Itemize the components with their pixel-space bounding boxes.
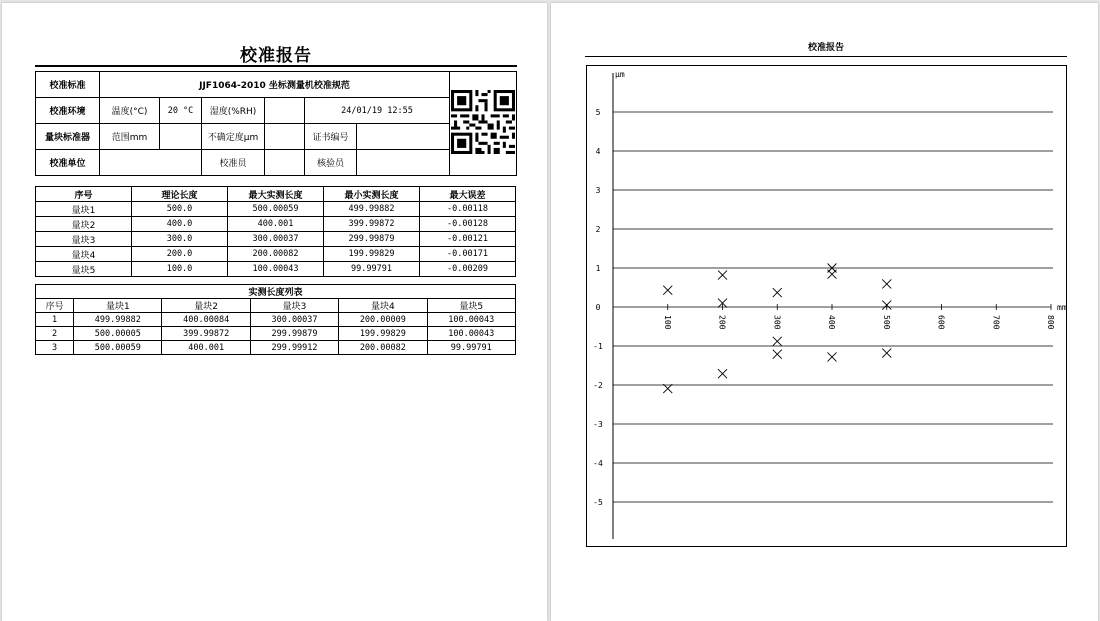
- max-error: -0.00209: [420, 262, 516, 277]
- qr-cell: [450, 72, 517, 176]
- table-row: [36, 313, 516, 327]
- unit-value: [100, 150, 202, 176]
- nominal-length: 100.0: [132, 262, 228, 277]
- measured-header: 序号: [36, 299, 74, 313]
- measured-header-row: [36, 299, 516, 313]
- standard-value: JJF1064-2010 坐标测量机校准规范: [100, 72, 450, 98]
- x-tick-label: 500: [881, 315, 891, 330]
- measured-value: 400.001: [162, 341, 250, 355]
- x-tick-label: 300: [772, 315, 782, 330]
- report-datetime: 24/01/19 12:55: [305, 98, 450, 124]
- measured-value: 499.99882: [74, 313, 162, 327]
- measured-header: 量块5: [427, 299, 515, 313]
- measured-value: 200.00009: [339, 313, 427, 327]
- summary-header-row: [36, 187, 516, 202]
- measured-value: 199.99829: [339, 327, 427, 341]
- qr-code-icon: [451, 90, 515, 154]
- block-name: 量块1: [36, 202, 132, 217]
- summary-table: [35, 186, 516, 277]
- x-tick-label: 200: [717, 315, 727, 330]
- max-error: -0.00128: [420, 217, 516, 232]
- table-row: [36, 202, 516, 217]
- x-tick-label: 700: [991, 315, 1001, 330]
- cert-value: [357, 124, 450, 150]
- nominal-length: 500.0: [132, 202, 228, 217]
- max-error: -0.00118: [420, 202, 516, 217]
- summary-header: 最大误差: [420, 187, 516, 202]
- humidity-value: [265, 98, 305, 124]
- max-length: 300.00037: [228, 232, 324, 247]
- calibrator-label: 校准员: [202, 150, 265, 176]
- measured-value: 200.00082: [339, 341, 427, 355]
- y-tick-label: 5: [595, 108, 601, 117]
- measured-value: 299.99912: [250, 341, 338, 355]
- chart-title: 校准报告: [807, 43, 844, 53]
- chart-title-rule: [585, 56, 1067, 57]
- y-tick-label: -5: [593, 498, 603, 507]
- max-length: 100.00043: [228, 262, 324, 277]
- nominal-length: 300.0: [132, 232, 228, 247]
- table-row: [36, 247, 516, 262]
- summary-header: 最小实测长度: [324, 187, 420, 202]
- measured-value: 500.00005: [74, 327, 162, 341]
- report-page: [2, 3, 547, 621]
- max-length: 500.00059: [228, 202, 324, 217]
- y-tick-label: 2: [595, 225, 601, 234]
- range-value: [160, 124, 202, 150]
- uncert-value: [265, 124, 305, 150]
- y-tick-label: 0: [595, 303, 601, 312]
- checker-value: [357, 150, 450, 176]
- checker-label: 核验员: [305, 150, 357, 176]
- calibrator-value: [265, 150, 305, 176]
- env-label: 校准环境: [36, 98, 100, 124]
- measured-value: 500.00059: [74, 341, 162, 355]
- temp-label: 温度(°C): [100, 98, 160, 124]
- measured-value: 300.00037: [250, 313, 338, 327]
- block-name: 量块5: [36, 262, 132, 277]
- y-tick-label: -2: [593, 381, 603, 390]
- range-label: 范围mm: [100, 124, 160, 150]
- measured-header: 量块4: [339, 299, 427, 313]
- row-index: 1: [36, 313, 74, 327]
- x-tick-label: 800: [1046, 315, 1055, 330]
- measured-caption: 实测长度列表: [36, 285, 516, 299]
- y-tick-label: -1: [593, 342, 603, 351]
- measured-header: 量块3: [250, 299, 338, 313]
- min-length: 99.99791: [324, 262, 420, 277]
- x-tick-label: 100: [662, 315, 672, 330]
- block-name: 量块4: [36, 247, 132, 262]
- table-row: [36, 327, 516, 341]
- table-row: [36, 232, 516, 247]
- error-chart: [586, 65, 1067, 547]
- min-length: 199.99829: [324, 247, 420, 262]
- title-rule: [35, 65, 517, 67]
- y-tick-label: 4: [595, 147, 601, 156]
- measured-value: 399.99872: [162, 327, 250, 341]
- report-title: 校准报告: [240, 46, 312, 66]
- row-index: 3: [36, 341, 74, 355]
- max-error: -0.00121: [420, 232, 516, 247]
- summary-header: 最大实测长度: [228, 187, 324, 202]
- block-name: 量块2: [36, 217, 132, 232]
- summary-header: 理论长度: [132, 187, 228, 202]
- x-tick-label: 400: [827, 315, 836, 330]
- measured-header: 量块2: [162, 299, 250, 313]
- block-name: 量块3: [36, 232, 132, 247]
- temp-value: 20 °C: [160, 98, 202, 124]
- min-length: 499.99882: [324, 202, 420, 217]
- summary-header: 序号: [36, 187, 132, 202]
- measured-table: [35, 284, 516, 355]
- cert-label: 证书编号: [305, 124, 357, 150]
- standard-label: 校准标准: [36, 72, 100, 98]
- measured-value: 100.00043: [427, 327, 515, 341]
- x-tick-label: 600: [936, 315, 946, 330]
- block-std-label: 量块标准器: [36, 124, 100, 150]
- table-row: [36, 217, 516, 232]
- y-tick-label: -3: [593, 420, 603, 429]
- nominal-length: 400.0: [132, 217, 228, 232]
- y-tick-label: 3: [595, 186, 601, 195]
- unit-label: 校准单位: [36, 150, 100, 176]
- uncert-label: 不确定度μm: [202, 124, 265, 150]
- min-length: 399.99872: [324, 217, 420, 232]
- table-row: [36, 262, 516, 277]
- nominal-length: 200.0: [132, 247, 228, 262]
- info-table: [35, 71, 517, 176]
- max-length: 400.001: [228, 217, 324, 232]
- y-axis-label: μm: [615, 70, 625, 79]
- row-index: 2: [36, 327, 74, 341]
- max-error: -0.00171: [420, 247, 516, 262]
- chart-frame: [587, 66, 1067, 547]
- measured-value: 400.00084: [162, 313, 250, 327]
- humidity-label: 湿度(%RH): [202, 98, 265, 124]
- measured-header: 量块1: [74, 299, 162, 313]
- chart-page: [551, 3, 1098, 621]
- measured-value: 299.99879: [250, 327, 338, 341]
- table-row: [36, 341, 516, 355]
- x-axis-label: mm: [1057, 303, 1067, 312]
- min-length: 299.99879: [324, 232, 420, 247]
- y-tick-label: 1: [595, 264, 601, 273]
- measured-value: 99.99791: [427, 341, 515, 355]
- measured-value: 100.00043: [427, 313, 515, 327]
- max-length: 200.00082: [228, 247, 324, 262]
- y-tick-label: -4: [593, 459, 603, 468]
